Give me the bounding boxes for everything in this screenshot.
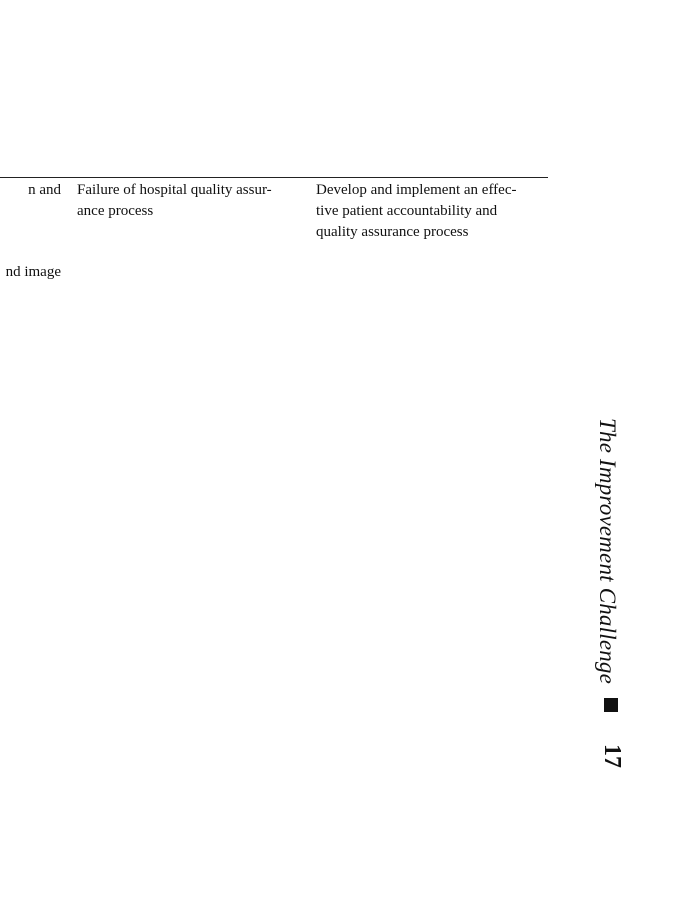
running-head-title: The Improvement Challenge [595, 418, 620, 685]
running-head [592, 418, 626, 778]
table-cell-cause [77, 180, 272, 222]
table-cell-text: Develop and implement an effec- [316, 182, 517, 198]
table-top-rule [0, 177, 548, 178]
table-cell-text: quality assurance process [316, 224, 469, 240]
table-cell-text: n and [28, 182, 61, 198]
table-cell-text: ance process [77, 203, 154, 219]
square-bullet-icon [604, 698, 618, 712]
table-cell-col1-row1 [28, 180, 61, 201]
table-cell-text: nd image [5, 264, 61, 280]
page-number: 17 [599, 744, 625, 768]
table-cell-text: Failure of hospital quality assur- [77, 182, 272, 198]
table-cell-recommendation [316, 180, 516, 243]
table-cell-text: tive patient accountability and [316, 203, 498, 219]
table-cell-col1-row2 [6, 262, 61, 283]
